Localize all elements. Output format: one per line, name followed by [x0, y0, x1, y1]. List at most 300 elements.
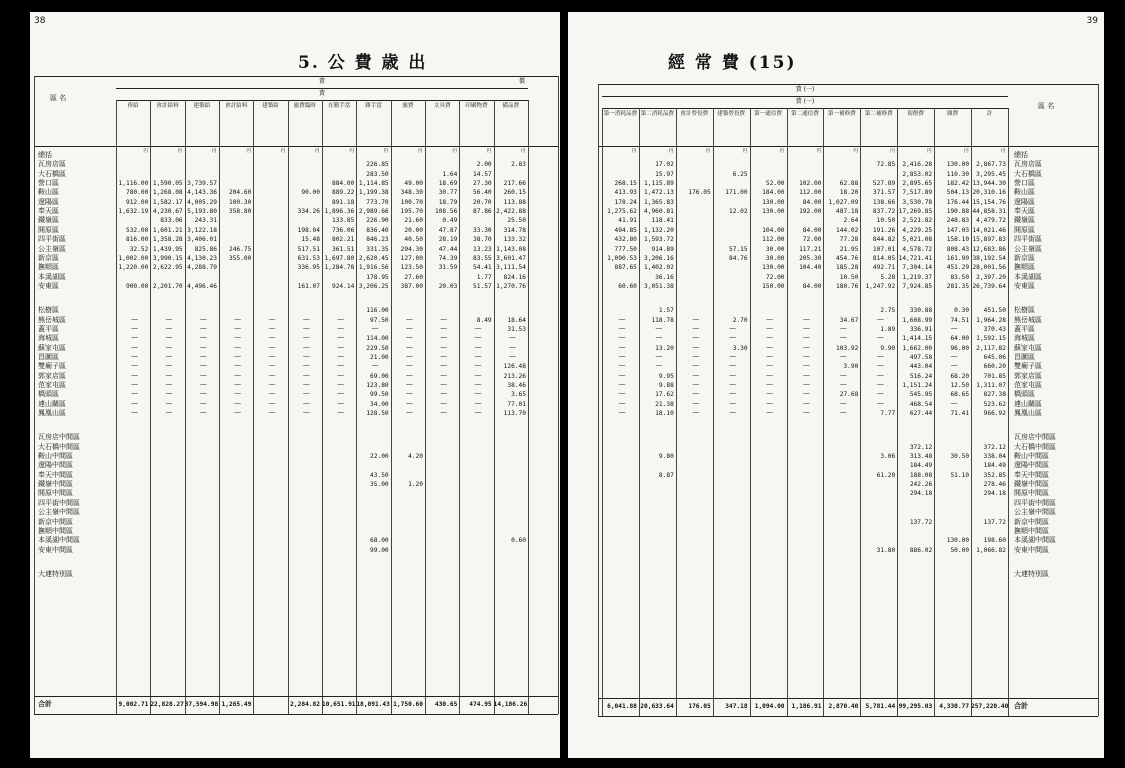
header-bottom-rule — [34, 146, 558, 147]
table-cell: 884.00 — [331, 180, 355, 188]
table-cell: 780.00 — [125, 189, 149, 197]
table-cell: 3,206.16 — [644, 254, 674, 262]
table-cell: 631.53 — [297, 254, 320, 262]
table-cell: 313.48 — [909, 453, 933, 461]
table-cell: 4,230.67 — [152, 208, 183, 216]
total-label: 合計 — [1014, 702, 1028, 710]
row-name: 本溪湖中間區 — [1014, 536, 1056, 545]
table-cell: 110.30 — [946, 170, 970, 178]
table-cell: 492.71 — [872, 264, 896, 272]
table-cell: 516.24 — [909, 372, 933, 380]
total-cell: 1,265.49 — [221, 701, 252, 708]
table-cell: 182.42 — [946, 180, 970, 188]
table-cell: 777.50 — [614, 245, 637, 253]
row-name: 公主嶺區 — [1014, 244, 1042, 253]
table-cell: 64.00 — [950, 335, 970, 343]
empty-cell-dash: — — [234, 342, 242, 351]
table-cell: 4,130.23 — [187, 254, 217, 262]
empty-cell-dash: — — [692, 342, 700, 351]
table-cell: 3,601.47 — [496, 254, 526, 262]
empty-cell-dash: — — [302, 323, 310, 332]
table-cell: 12.02 — [728, 208, 748, 216]
table-cell: 72.00 — [802, 236, 822, 244]
row-name: 新京中間區 — [1014, 517, 1049, 526]
row-name: 熊岳城區 — [1014, 315, 1042, 324]
empty-cell-dash: — — [302, 351, 310, 360]
row-name: 大石橋區 — [38, 169, 66, 178]
table-cell: 355.00 — [228, 254, 252, 262]
empty-cell-dash: — — [876, 361, 884, 370]
table-cell: 2.83 — [511, 161, 526, 169]
table-cell: 2,117.82 — [976, 344, 1006, 352]
empty-cell-dash: — — [302, 342, 310, 351]
total-cell: 10,651.91 — [322, 701, 356, 708]
row-name: 遼陽區 — [1014, 197, 1035, 206]
unit-label: 円 — [668, 149, 674, 154]
empty-cell-dash: — — [131, 398, 139, 407]
row-name: 奉天中間區 — [1014, 470, 1049, 479]
empty-cell-dash: — — [440, 323, 448, 332]
row-name: 瓦房店中間區 — [1014, 433, 1056, 442]
table-cell: 1,002.00 — [118, 254, 149, 262]
table-cell: 825.86 — [194, 245, 217, 253]
row-name: 撫順區 — [1014, 263, 1035, 272]
table-cell: 246.75 — [228, 245, 252, 253]
table-cell: 468.54 — [909, 400, 933, 408]
empty-cell-dash: — — [950, 398, 958, 407]
table-cell: 912.00 — [125, 198, 149, 206]
empty-cell-dash: — — [440, 342, 448, 351]
table-cell: 816.00 — [125, 236, 149, 244]
empty-cell-dash: — — [199, 380, 207, 388]
table-cell: 30.77 — [438, 189, 458, 197]
column-rule — [1008, 108, 1009, 716]
row-name: 雙廟子區 — [38, 362, 66, 371]
table-cell: 30.50 — [950, 453, 970, 461]
header-mid-label: 費 (一) — [795, 98, 815, 105]
empty-cell-dash: — — [131, 351, 139, 360]
table-cell: 69.00 — [370, 372, 389, 380]
table-cell: 30.00 — [765, 245, 785, 253]
empty-cell-dash: — — [165, 408, 173, 417]
unit-label: 円 — [246, 149, 251, 154]
table-cell: 7.77 — [880, 410, 896, 418]
page-number: 38 — [34, 16, 46, 26]
table-cell: 118.78 — [651, 316, 674, 324]
empty-cell-dash: — — [268, 408, 276, 417]
table-cell: 3,051.38 — [644, 282, 674, 290]
row-name: 海城區 — [1014, 334, 1035, 343]
empty-cell-dash: — — [508, 333, 516, 342]
empty-cell-dash: — — [131, 333, 139, 342]
table-cell: 32.52 — [129, 245, 149, 253]
row-name: 鳳凰山區 — [38, 409, 66, 418]
empty-cell-dash: — — [803, 342, 810, 351]
table-cell: 130.00 — [762, 264, 785, 272]
table-cell: 226.90 — [366, 217, 389, 225]
empty-cell-dash: — — [803, 351, 810, 360]
table-cell: 100.70 — [400, 198, 423, 206]
empty-cell-dash: — — [766, 342, 774, 351]
empty-cell-dash: — — [950, 351, 958, 360]
column-header: 旅費臨時 — [293, 103, 317, 109]
empty-cell-dash: — — [474, 333, 482, 342]
empty-cell-dash: — — [876, 389, 884, 398]
column-header: 文具費 — [433, 103, 451, 109]
table-cell: 118.41 — [651, 217, 674, 225]
empty-cell-dash: — — [199, 408, 207, 417]
empty-cell-dash: — — [165, 389, 173, 398]
empty-cell-dash: — — [302, 398, 310, 407]
empty-cell-dash: — — [268, 389, 276, 398]
table-cell: 837.72 — [872, 208, 896, 216]
table-cell: 83.55 — [473, 254, 492, 262]
table-cell: 71.41 — [950, 410, 970, 418]
row-name: 松樹區 — [38, 306, 59, 315]
table-cell: 3,122.18 — [187, 226, 217, 234]
row-name: 總括 — [1014, 151, 1028, 159]
table-cell: 808.43 — [946, 245, 970, 253]
row-name: 蘇家屯區 — [1014, 343, 1042, 352]
header-rule — [602, 96, 1008, 97]
empty-cell-dash: — — [474, 323, 482, 332]
page-number: 39 — [1086, 16, 1098, 26]
table-cell: 74.39 — [438, 254, 458, 262]
table-cell: 281.35 — [946, 282, 970, 290]
table-cell: 150.00 — [762, 282, 785, 290]
unit-label: 円 — [280, 149, 286, 154]
table-cell: 3,406.01 — [187, 236, 217, 244]
table-cell: 137.72 — [983, 518, 1006, 526]
empty-cell-dash: — — [766, 351, 774, 360]
table-cell: 451.29 — [946, 264, 970, 272]
empty-cell-dash: — — [876, 398, 884, 407]
column-header: 第二消耗品費 — [640, 111, 675, 117]
table-cell: 13,944.30 — [972, 180, 1006, 188]
table-cell: 814.05 — [872, 254, 896, 262]
row-name: 鞍山中間區 — [38, 452, 73, 461]
empty-cell-dash: — — [440, 398, 448, 407]
empty-cell-dash: — — [950, 323, 958, 332]
table-cell: 12.50 — [950, 382, 970, 389]
table-cell: 494.85 — [614, 226, 637, 234]
column-header: 街燈費 — [907, 111, 925, 117]
table-cell: 9.80 — [658, 453, 674, 461]
table-cell: 68.00 — [370, 537, 389, 545]
table-cell: 248.83 — [946, 217, 970, 225]
table-cell: 123.50 — [400, 264, 423, 272]
empty-cell-dash: — — [234, 389, 242, 398]
empty-cell-dash: — — [729, 323, 737, 332]
table-cell: 38.70 — [473, 236, 492, 244]
unit-label: 円 — [705, 149, 711, 154]
empty-cell-dash: — — [618, 398, 626, 407]
total-cell: 474.95 — [469, 701, 492, 708]
table-cell: 833.06 — [160, 217, 183, 225]
row-name: 新京區 — [38, 253, 59, 262]
row-name: 大石橋中間區 — [38, 442, 80, 451]
table-cell: 2,622.95 — [152, 264, 183, 272]
empty-cell-dash: — — [508, 351, 516, 360]
table-cell: 3.90 — [843, 363, 859, 371]
table-cell: 133.32 — [503, 236, 526, 244]
table-cell: 184.49 — [983, 462, 1006, 470]
total-cell: 2,870.40 — [828, 703, 859, 710]
table-cell: 10.50 — [839, 273, 859, 281]
empty-cell-dash: — — [440, 370, 448, 379]
table-cell: 294.30 — [400, 245, 423, 253]
table-cell: 348.30 — [400, 189, 423, 197]
row-name: 遼陽中間區 — [38, 461, 73, 470]
row-name: 撫順中間區 — [1014, 526, 1049, 535]
table-cell: 84.76 — [728, 254, 748, 262]
empty-cell-dash: — — [337, 370, 345, 379]
row-label-header: 區 名 — [1038, 102, 1055, 110]
table-cell: 1,115.89 — [644, 180, 674, 188]
table-cell: 773.70 — [366, 198, 389, 206]
column-rule — [528, 100, 529, 714]
empty-cell-dash: — — [131, 370, 139, 379]
table-cell: 1,439.95 — [152, 245, 183, 253]
page-title: 5. 公 費 歳 出 — [298, 53, 428, 73]
table-cell: 336.91 — [909, 325, 933, 333]
empty-cell-dash: — — [655, 361, 663, 370]
table-cell: 104.00 — [762, 226, 785, 234]
table-cell: 31.53 — [507, 325, 526, 333]
table-cell: 130.00 — [946, 161, 970, 169]
empty-cell-dash: — — [618, 380, 626, 388]
row-name: 奉天中間區 — [38, 470, 73, 479]
table-cell: 133.85 — [331, 217, 355, 225]
row-name: 鞍山區 — [38, 188, 59, 197]
empty-cell-dash: — — [199, 398, 207, 407]
row-name: 本溪湖中間區 — [38, 536, 80, 545]
row-name: 橋頭區 — [1014, 390, 1035, 399]
empty-cell-dash: — — [474, 370, 482, 379]
table-cell: 7,924.85 — [902, 282, 933, 290]
table-cell: 83.50 — [950, 273, 970, 281]
table-cell: 50.00 — [950, 546, 970, 554]
total-cell: 99,295.03 — [898, 703, 933, 710]
unit-label: 円 — [927, 149, 932, 154]
empty-cell-dash: — — [234, 398, 242, 407]
table-cell: 52.00 — [765, 180, 785, 188]
table-cell: 1.20 — [408, 481, 423, 489]
empty-cell-dash: — — [165, 380, 173, 388]
unit-label: 円 — [890, 149, 895, 154]
total-cell: 1,094.00 — [754, 703, 785, 710]
table-cell: 844.82 — [872, 236, 896, 244]
table-cell: 20,310.16 — [972, 189, 1006, 197]
empty-cell-dash: — — [876, 351, 884, 360]
table-cell: 2,397.20 — [976, 273, 1006, 281]
column-header: 建築給 — [262, 103, 279, 109]
table-cell: 99.00 — [370, 546, 389, 554]
table-cell: 30.00 — [765, 254, 785, 262]
table-cell: 283.50 — [366, 170, 389, 178]
header-rule — [116, 88, 528, 89]
empty-cell-dash: — — [131, 314, 139, 323]
table-cell: 361.51 — [331, 245, 355, 253]
empty-cell-dash: — — [655, 351, 663, 360]
row-name: 撫順區 — [38, 263, 59, 272]
row-name: 范家屯區 — [38, 381, 66, 389]
table-cell: 887.65 — [614, 264, 637, 272]
table-cell: 3,739.57 — [187, 180, 217, 188]
table-cell: 1,593.72 — [644, 236, 674, 244]
table-cell: 802.21 — [331, 236, 355, 244]
empty-cell-dash: — — [766, 370, 774, 379]
table-cell: 2.70 — [732, 316, 748, 324]
empty-cell-dash: — — [729, 389, 737, 398]
table-cell: 25.50 — [507, 217, 526, 225]
table-cell: 3,206.25 — [358, 282, 389, 290]
table-cell: 1,275.62 — [607, 208, 637, 216]
table-cell: 117.21 — [799, 245, 822, 253]
table-cell: 18.10 — [655, 410, 674, 418]
empty-cell-dash: — — [234, 361, 242, 370]
table-cell: 102.00 — [799, 180, 822, 188]
table-cell: 100.30 — [228, 198, 252, 206]
table-cell: 44,858.31 — [972, 208, 1006, 216]
empty-cell-dash: — — [405, 408, 413, 417]
row-name: 鳳凰山區 — [1014, 409, 1042, 418]
table-cell: 4,005.29 — [187, 198, 217, 206]
total-cell: 4,330.77 — [939, 703, 970, 710]
empty-cell-dash: — — [692, 389, 700, 398]
empty-cell-dash: — — [729, 408, 737, 417]
table-cell: 204.60 — [228, 189, 252, 197]
table-cell: 1,662.00 — [902, 344, 933, 352]
total-cell: 1,750.60 — [393, 701, 423, 708]
empty-cell-dash: — — [302, 370, 310, 379]
page-title: 經 常 費 (15) — [668, 53, 797, 73]
table-top-rule — [598, 84, 1098, 85]
empty-cell-dash: — — [337, 408, 345, 417]
table-cell: 56.40 — [473, 189, 492, 197]
row-name: 新京區 — [1014, 253, 1035, 262]
empty-cell-dash: — — [766, 389, 774, 398]
table-cell: 226.85 — [366, 161, 389, 169]
unit-label: 円 — [315, 149, 320, 154]
empty-cell-dash: — — [729, 351, 737, 360]
table-cell: 1,697.80 — [324, 254, 355, 262]
empty-cell-dash: — — [405, 323, 413, 332]
table-cell: 27.30 — [473, 180, 492, 188]
row-name: 鞍山中間區 — [1014, 452, 1049, 461]
table-cell: 43.50 — [370, 471, 389, 479]
empty-cell-dash: — — [234, 351, 242, 360]
table-cell: 229.50 — [366, 344, 389, 352]
empty-cell-dash: — — [131, 389, 139, 398]
empty-cell-dash: — — [803, 370, 810, 379]
table-cell: 51.57 — [473, 282, 492, 290]
empty-cell-dash: — — [474, 342, 482, 351]
table-cell: 15,154.76 — [972, 198, 1006, 206]
table-cell: 451.50 — [983, 307, 1006, 315]
empty-cell-dash: — — [234, 408, 242, 417]
empty-cell-dash: — — [440, 380, 448, 388]
empty-cell-dash: — — [655, 323, 663, 332]
left-page — [30, 12, 560, 758]
empty-cell-dash: — — [337, 333, 345, 342]
empty-cell-dash: — — [234, 370, 242, 379]
row-name: 蓋平區 — [1014, 324, 1035, 333]
table-cell: 2,416.28 — [902, 161, 933, 169]
row-name: 公主嶺中間區 — [38, 508, 80, 517]
table-cell: 432.80 — [614, 236, 637, 244]
column-header: 在勤手當 — [327, 103, 351, 109]
empty-cell-dash: — — [766, 361, 774, 370]
table-cell: 660.20 — [983, 363, 1006, 371]
table-cell: 158.10 — [946, 236, 970, 244]
table-cell: 36.16 — [655, 273, 674, 281]
empty-cell-dash: — — [766, 333, 774, 342]
unit-label: 円 — [1001, 149, 1006, 154]
total-cell: 37,594.98 — [184, 701, 219, 708]
row-name: 瓦房店區 — [1014, 160, 1042, 169]
table-cell: 21.95 — [839, 245, 859, 253]
table-cell: 5,193.80 — [187, 208, 217, 216]
column-rule — [713, 108, 714, 716]
row-name: 四平街區 — [38, 235, 66, 244]
table-cell: 96.00 — [950, 344, 970, 352]
empty-cell-dash: — — [766, 380, 774, 388]
empty-cell-dash: — — [234, 333, 242, 342]
table-cell: 15.48 — [301, 236, 320, 244]
row-name: 四平街中間區 — [1014, 498, 1056, 507]
empty-cell-dash: — — [876, 314, 884, 323]
unit-label: 円 — [177, 149, 183, 154]
table-cell: 192.00 — [799, 208, 822, 216]
row-name: 雙廟子區 — [1014, 362, 1042, 371]
table-cell: 217.66 — [503, 180, 526, 188]
table-cell: 21.60 — [404, 217, 423, 225]
unit-label: 円 — [521, 149, 526, 154]
table-cell: 966.92 — [983, 410, 1006, 418]
empty-cell-dash: — — [876, 380, 884, 388]
table-cell: 7,304.14 — [902, 264, 933, 272]
empty-cell-dash: — — [165, 314, 173, 323]
table-cell: 14,021.46 — [972, 226, 1006, 234]
table-cell: 103.92 — [836, 344, 859, 352]
empty-cell-dash: — — [199, 333, 207, 342]
empty-cell-dash: — — [234, 314, 242, 323]
table-cell: 1,114.85 — [358, 180, 389, 188]
table-cell: 0.30 — [954, 307, 970, 315]
empty-cell-dash: — — [839, 323, 847, 332]
empty-cell-dash: — — [474, 380, 482, 388]
table-cell: 130.00 — [762, 208, 785, 216]
table-cell: 57.15 — [728, 245, 748, 253]
table-cell: 4.20 — [408, 453, 423, 461]
unit-label: 円 — [143, 149, 148, 154]
table-cell: 334.26 — [297, 208, 320, 216]
empty-cell-dash: — — [692, 370, 700, 379]
empty-cell-dash: — — [692, 361, 700, 370]
empty-cell-dash: — — [337, 351, 345, 360]
empty-cell-dash: — — [268, 361, 276, 370]
empty-cell-dash: — — [839, 333, 847, 342]
empty-cell-dash: — — [337, 342, 345, 351]
table-cell: 545.95 — [909, 391, 933, 399]
table-cell: 34.67 — [839, 316, 859, 324]
total-cell: 6,041.88 — [607, 703, 637, 710]
table-cell: 1,358.28 — [152, 236, 183, 244]
table-cell: 17.62 — [655, 391, 674, 399]
empty-cell-dash: — — [165, 351, 173, 360]
row-name: 本溪湖區 — [1014, 272, 1042, 281]
